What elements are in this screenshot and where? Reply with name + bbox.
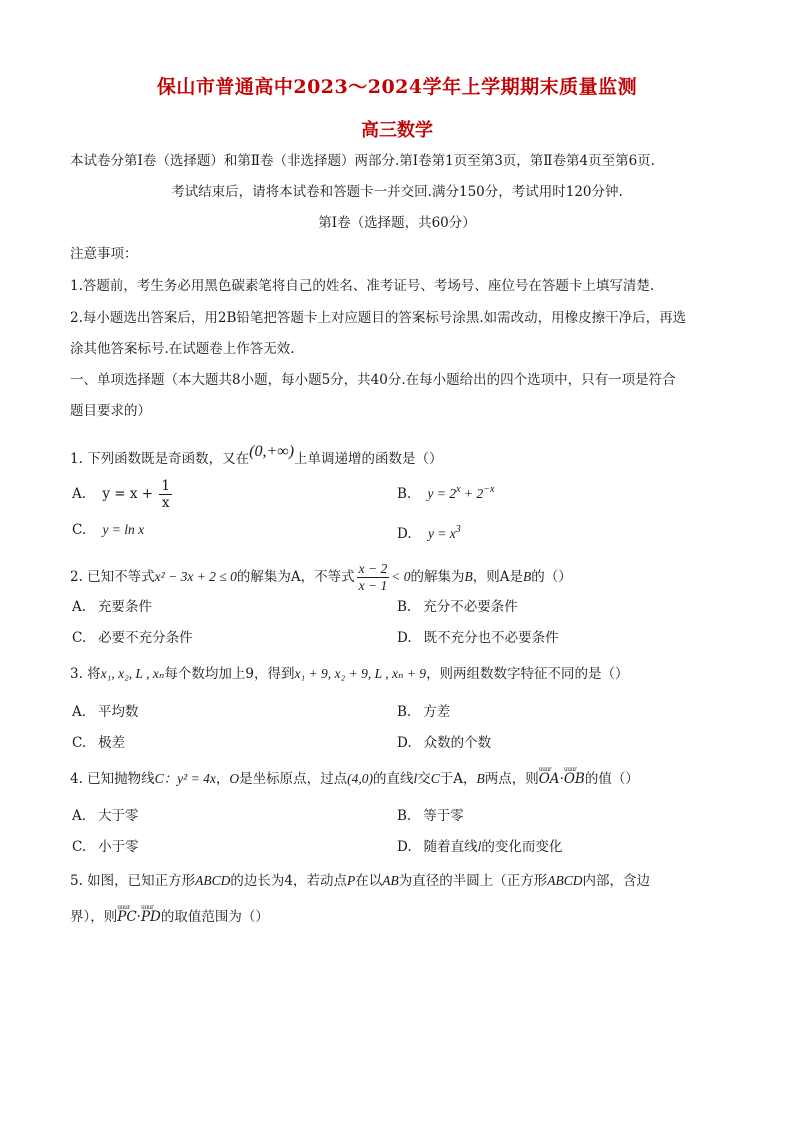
q1-option-a: A. y = x + $\frac{1}{x}$ (72, 478, 170, 511)
fraction: $\frac{x - 2}{x - 1}$ (358, 561, 388, 593)
q3-option-b: B. 方差 (397, 704, 451, 720)
vector-oa: uuur OA (539, 770, 560, 788)
question-5-stem-line-1: 5. 如图，已知正方形ABCD的边长为4，若动点P在以AB为直径的半圆上（正方形ABCD内部，含边 (70, 873, 651, 889)
q4-option-d: D. 随着直线l的变化而变化 (397, 839, 563, 855)
q2-option-d: D. 既不充分也不必要条件 (397, 630, 559, 646)
q4-option-c: C. 小于零 (72, 839, 139, 855)
question-3-stem: 3. 将x₁, x₂, L , xₙ每个数均加上9，得到x₁ + 9, x₂ + 9, L , xₙ + 9，则两组数数字特征不同的是（） (70, 666, 629, 682)
q3-option-d: D. 众数的个数 (397, 735, 492, 751)
part1-line-1: 一、单项选择题（本大题共8小题，每小题5分，共40分.在每小题给出的四个选项中，只有一项是符合 (70, 372, 676, 388)
q4-option-a: A. 大于零 (72, 808, 139, 824)
intro-line-1: 本试卷分第Ⅰ卷（选择题）和第Ⅱ卷（非选择题）两部分.第Ⅰ卷第1页至第3页，第Ⅱ卷第4页至第6页. (70, 153, 655, 169)
vector-pd: uuur PD (141, 908, 161, 926)
note-item-2-line-2: 涂其他答案标号.在试题卷上作答无效. (70, 341, 295, 357)
fraction: $\frac{1}{x}$ (161, 478, 170, 511)
intro-line-2: 考试结束后，请将本试卷和答题卡一并交回.满分150分，考试用时120分钟. (171, 184, 623, 200)
q3-option-a: A. 平均数 (72, 704, 139, 720)
q4-option-b: B. 等于零 (397, 808, 464, 824)
exam-subtitle: 高三数学 (361, 120, 433, 141)
question-5-stem-line-2: 界），则uuur PC·uuur PD的取值范围为（） (70, 908, 269, 926)
q1-option-b: B. $y = 2^x + 2^{-x}$ (397, 484, 495, 502)
section-title: 第Ⅰ卷（选择题，共60分） (318, 215, 476, 231)
question-4-stem: 4. 已知抛物线C：y² = 4x，O是坐标原点，过点(4,0)的直线l交C于A，B两点，则uuur OA·uuur OB的值（） (70, 770, 639, 788)
interval: (0,+∞) (249, 443, 295, 460)
q2-option-c: C. 必要不充分条件 (72, 630, 193, 646)
note-item-2-line-1: 2.每小题选出答案后，用2B铅笔把答题卡上对应题目的答案标号涂黑.如需改动，用橡皮擦干净后，再选 (70, 310, 687, 326)
question-1-stem: 1. 下列函数既是奇函数，又在(0,+∞)上单调递增的函数是（） (70, 443, 443, 467)
notes-heading: 注意事项： (70, 246, 138, 262)
note-item-1: 1.答题前，考生务必用黑色碳素笔将自己的姓名、准考证号、考场号、座位号在答题卡上填写清楚. (70, 278, 655, 294)
q2-option-a: A. 充要条件 (72, 599, 153, 615)
question-2-stem: 2. 已知不等式x² − 3x + 2 ≤ 0的解集为A，不等式 $\frac{x - 2}{x - 1}$ < 0的解集为B，则A是B的（） (70, 561, 572, 593)
q1-option-d: D. $y = x^3$ (397, 524, 461, 542)
inequality: x² − 3x + 2 ≤ 0 (154, 569, 237, 584)
q1-option-c: C. y = ln x (72, 522, 145, 538)
part1-line-2: 题目要求的） (70, 403, 151, 419)
q3-option-c: C. 极差 (72, 735, 126, 751)
vector-pc: uuur PC (117, 908, 136, 926)
vector-ob: uuur OB (564, 770, 585, 788)
exam-title: 保山市普通高中2023～2024学年上学期期末质量监测 (156, 76, 638, 98)
q2-option-b: B. 充分不必要条件 (397, 599, 518, 615)
